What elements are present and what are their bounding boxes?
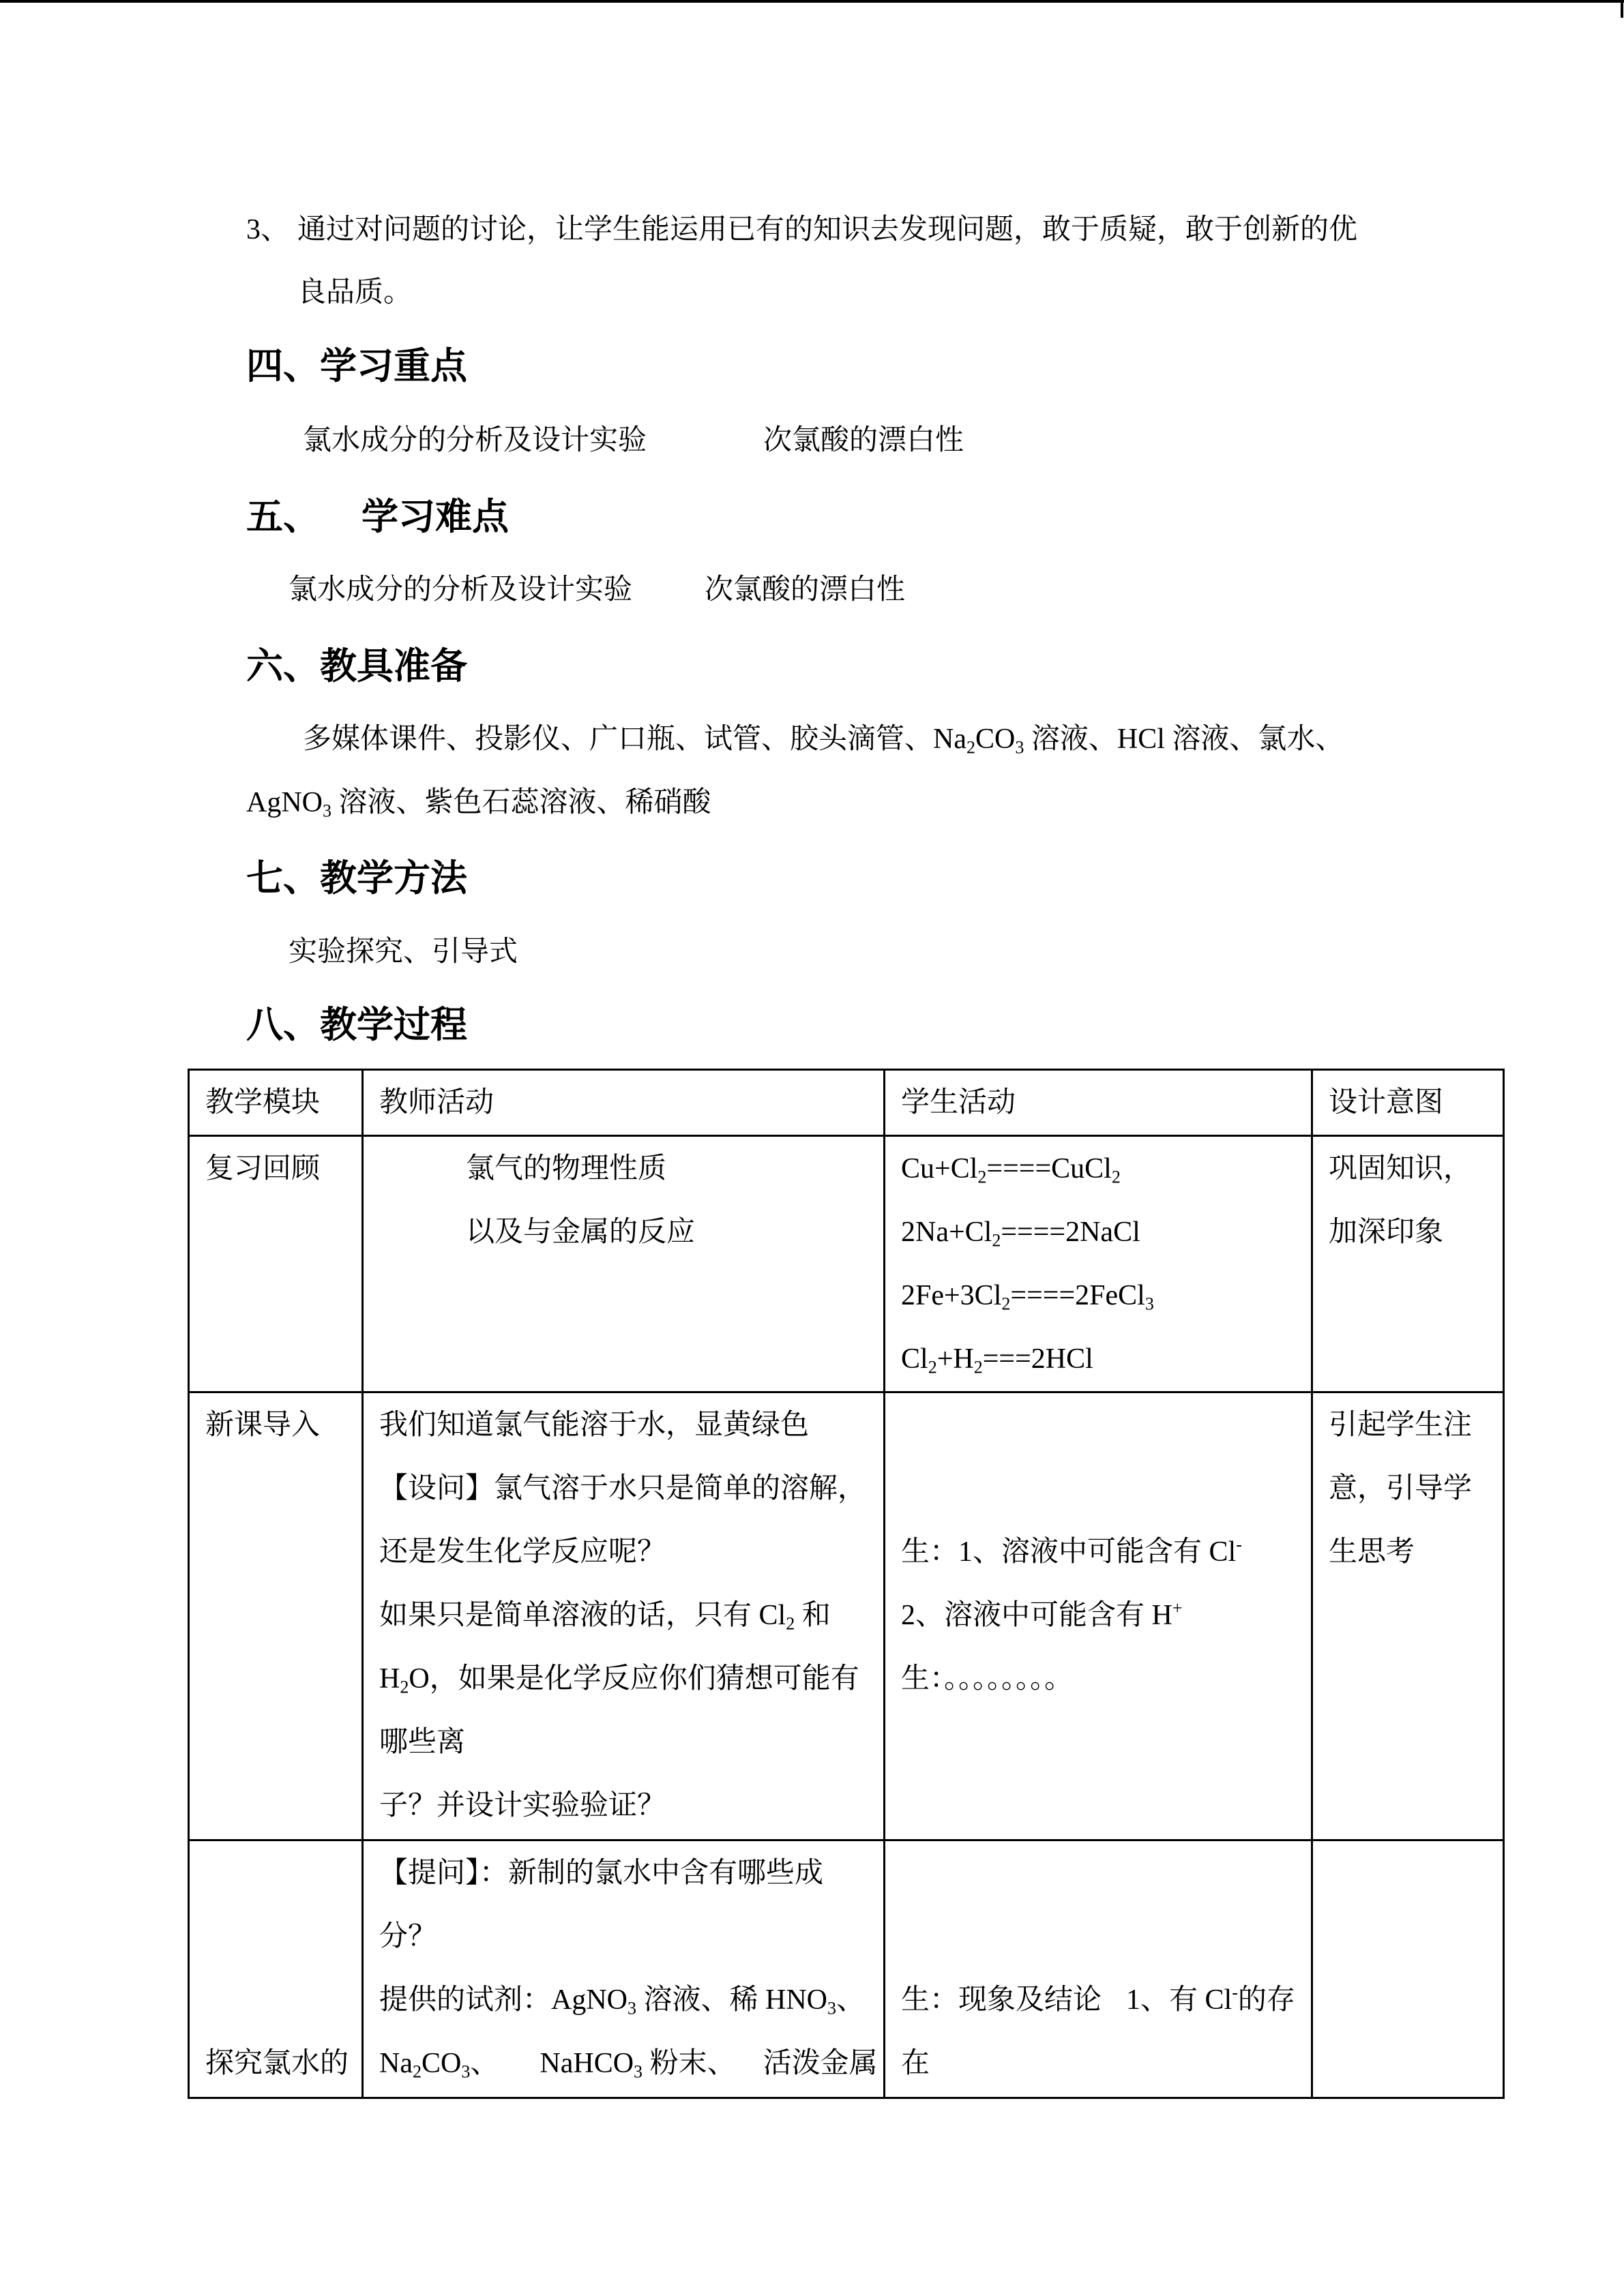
intent-line: 生思考 (1329, 1536, 1415, 1568)
header-label: 学生活动 (901, 1087, 1016, 1118)
teacher-text: 活泼金属 (763, 2048, 878, 2079)
intent-line: 引起学生注 (1329, 1410, 1473, 1441)
teacher-line (379, 1969, 883, 2032)
formula-text: 2Na+Cl (901, 1217, 992, 1248)
teacher-text: 和 (795, 1600, 831, 1631)
section-heading-difficulties-number: 五、 (246, 496, 320, 537)
subscript: 2 (786, 1613, 795, 1634)
section-heading-equipment: 六、教具准备 (246, 646, 467, 687)
intent-line: 巩固知识， (1329, 1153, 1473, 1184)
subscript: 2 (992, 1230, 1001, 1251)
equation-line (901, 1328, 1311, 1391)
equipment-text: 多媒体课件、投影仪、广口瓶、试管、胶头滴管、Na (303, 724, 966, 755)
section-heading-difficulties: 学习难点 (361, 496, 509, 537)
teacher-line (379, 1648, 883, 1711)
teacher-text: 粉末、 (643, 2048, 736, 2079)
module-cell (189, 1136, 363, 1392)
teacher-line: 以及与金属的反应 (466, 1217, 696, 1248)
teacher-line: 哪些离 (379, 1727, 466, 1758)
module-label: 探究氯水的 (205, 2048, 349, 2079)
student-text: 2、溶液中可能含有 H (901, 1600, 1172, 1631)
subscript: 3 (827, 1998, 837, 2018)
teacher-line: 还是发生化学反应呢？ (379, 1536, 666, 1568)
equation-line (901, 1137, 1311, 1201)
student-cell (885, 1392, 1312, 1840)
subscript: 2 (1111, 1167, 1121, 1187)
equipment-text: 溶液、HCl 溶液、氯水、 (1024, 724, 1344, 755)
formula-text: Cu+Cl (901, 1153, 978, 1184)
teaching-process-table (188, 1069, 1505, 2099)
equipment-line-1 (303, 708, 1344, 771)
subscript: 3 (1145, 1294, 1154, 1314)
formula-text: ====CuCl (986, 1153, 1112, 1184)
page-corner-rule (1621, 0, 1623, 18)
module-cell (189, 1840, 363, 2098)
formula-text: Cl (901, 1343, 928, 1375)
formula-text: ===2HCl (982, 1343, 1093, 1375)
header-cell-module (189, 1070, 363, 1136)
teacher-text: Na (379, 2048, 413, 2079)
subscript: 3 (323, 801, 332, 821)
header-cell-student (885, 1070, 1312, 1136)
subscript: 3 (461, 2061, 471, 2082)
teacher-text: NaHCO (540, 2048, 634, 2079)
subscript: 2 (412, 2061, 422, 2082)
header-cell-intent (1312, 1070, 1504, 1136)
table-row (189, 1136, 1504, 1392)
teacher-cell (363, 1392, 885, 1840)
formula-text: ====2FeCl (1010, 1280, 1145, 1311)
header-label: 设计意图 (1329, 1087, 1444, 1118)
teacher-text: 如果只是简单溶液的话，只有 Cl (379, 1600, 786, 1631)
teacher-text: 溶液、稀 HNO (636, 1984, 828, 2016)
student-text: 生：1、溶液中可能含有 Cl (901, 1536, 1237, 1568)
subscript: 2 (977, 1167, 987, 1187)
student-line: 在 (901, 2048, 930, 2079)
student-line (901, 1969, 1311, 2032)
section-heading-process: 八、教学过程 (246, 1004, 467, 1045)
subscript: 2 (973, 1357, 983, 1377)
teacher-cell (363, 1136, 885, 1392)
subscript: 2 (928, 1357, 937, 1377)
section-heading-key-points: 四、学习重点 (246, 346, 467, 387)
key-point-item-2: 次氯酸的漂白性 (763, 425, 964, 456)
teacher-line: 【提问】：新制的氯水中含有哪些成 (379, 1858, 824, 1889)
student-text: 生：现象及结论 (901, 1984, 1102, 2016)
header-cell-teacher (363, 1070, 885, 1136)
formula-text: 2Fe+3Cl (901, 1280, 1002, 1311)
page-top-rule (0, 0, 1624, 3)
subscript: 3 (634, 2061, 643, 2082)
subscript: 2 (1001, 1294, 1011, 1314)
teacher-line: 分？ (379, 1921, 437, 1952)
objective-3-number: 3、 (246, 214, 290, 245)
subscript: 2 (966, 737, 975, 758)
section-heading-methods: 七、教学方法 (246, 858, 467, 899)
equipment-text: AgNO (246, 787, 323, 818)
table-header-row (189, 1070, 1504, 1136)
teacher-text: O，如果是化学反应你们猜想可能有 (409, 1663, 859, 1695)
subscript: 3 (1015, 737, 1024, 758)
intent-cell (1312, 1840, 1504, 2098)
teacher-line: 氯气的物理性质 (466, 1153, 667, 1184)
module-cell (189, 1392, 363, 1840)
intent-cell (1312, 1392, 1504, 1840)
objective-3-line-2: 良品质。 (297, 277, 413, 308)
student-text: 的存 (1237, 1984, 1295, 2016)
teacher-line: 我们知道氯气能溶于水，显黄绿色 (379, 1410, 810, 1441)
intent-line: 加深印象 (1329, 1217, 1444, 1248)
subscript: 2 (400, 1677, 409, 1697)
key-point-item-1: 氯水成分的分析及设计实验 (303, 425, 647, 456)
teacher-cell (363, 1840, 885, 2098)
student-line: 生：。。。。。。。。 (901, 1663, 1074, 1695)
methods-text: 实验探究、引导式 (289, 936, 518, 968)
intent-line: 意，引导学 (1329, 1473, 1473, 1504)
superscript: + (1172, 1598, 1183, 1618)
equation-line (901, 1264, 1311, 1328)
intent-cell (1312, 1136, 1504, 1392)
superscript: - (1232, 1982, 1238, 2003)
teacher-text: 、 (836, 1984, 866, 2016)
module-label: 复习回顾 (205, 1153, 321, 1184)
equipment-text: CO (975, 724, 1016, 755)
student-line (901, 1584, 1311, 1648)
table-row (189, 1840, 1504, 2098)
objective-3-line-1: 通过对问题的讨论，让学生能运用已有的知识去发现问题，敢于质疑，敢于创新的优 (297, 214, 1358, 245)
header-label: 教学模块 (205, 1087, 321, 1118)
difficulty-item-1: 氯水成分的分析及设计实验 (289, 574, 633, 606)
module-label: 新课导入 (205, 1410, 321, 1441)
superscript: - (1236, 1534, 1242, 1555)
teacher-text: CO (422, 2048, 462, 2079)
table-row (189, 1392, 1504, 1840)
teacher-text: 、 (470, 2048, 499, 2079)
student-cell (885, 1840, 1312, 2098)
header-label: 教师活动 (379, 1087, 494, 1118)
equation-line (901, 1201, 1311, 1264)
formula-text: +H (936, 1343, 974, 1375)
student-line (901, 1521, 1311, 1584)
teacher-line: 【设问】氯气溶于水只是简单的溶解， (379, 1473, 867, 1504)
difficulty-item-2: 次氯酸的漂白性 (705, 574, 906, 606)
formula-text: ====2NaCl (1001, 1217, 1140, 1248)
teacher-line (379, 2032, 883, 2096)
teacher-text: 提供的试剂：AgNO (379, 1984, 628, 2016)
teacher-line: 子？并设计实验验证？ (379, 1790, 666, 1821)
equipment-text: 溶液、紫色石蕊溶液、稀硝酸 (331, 787, 711, 818)
student-cell (885, 1136, 1312, 1392)
teacher-text: H (379, 1663, 400, 1695)
subscript: 3 (628, 1998, 637, 2018)
teacher-line (379, 1584, 883, 1648)
equipment-line-2 (246, 771, 711, 835)
student-text: 1、有 Cl (1126, 1984, 1232, 2016)
